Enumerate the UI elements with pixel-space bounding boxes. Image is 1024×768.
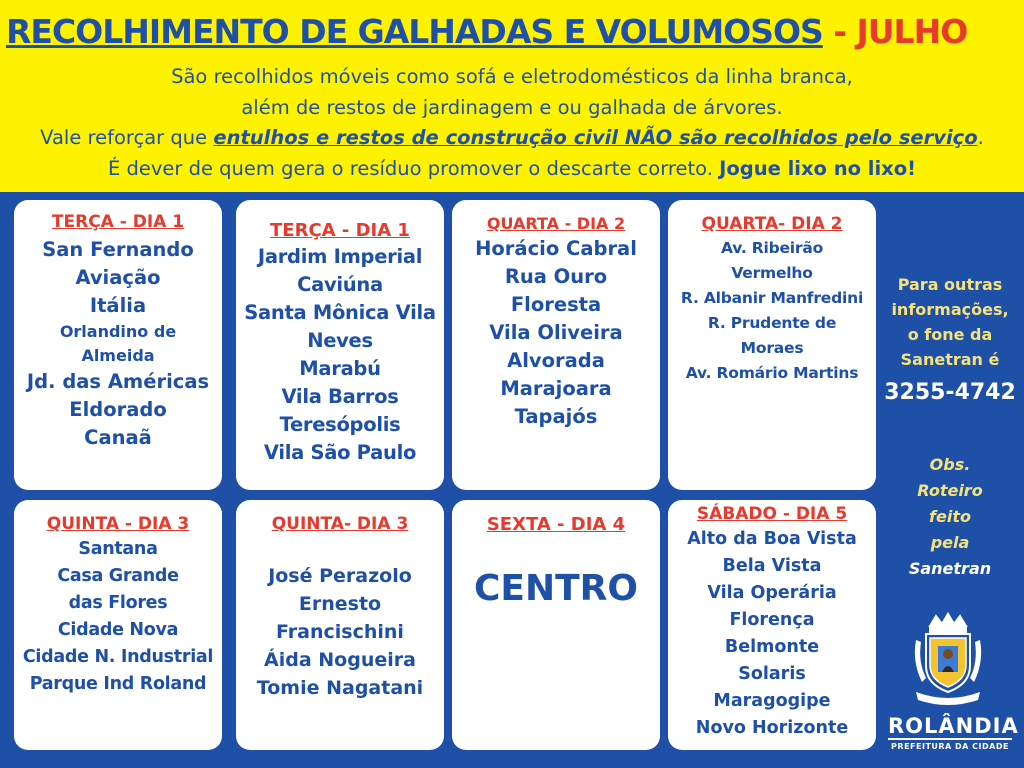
list-item: Áida Nogueira — [264, 649, 416, 671]
intro-slogan: Jogue lixo no lixo! — [719, 156, 917, 180]
header-banner — [0, 0, 1024, 192]
list-item: Caviúna — [297, 273, 383, 296]
list-item: Almeida — [81, 346, 155, 365]
title-text: RECOLHIMENTO DE GALHADAS E VOLUMOSOS — [6, 12, 823, 51]
list-item: Santa Mônica Vila — [244, 301, 436, 324]
list-item: Vila Oliveira — [489, 321, 623, 344]
intro-line-3 — [0, 123, 1024, 154]
list-item: Florença — [729, 610, 815, 630]
list-item: Marajoara — [500, 377, 612, 400]
list-item: Vermelho — [731, 264, 813, 282]
intro-line-3-start: Vale reforçar que — [40, 126, 214, 149]
schedule-card-friday — [452, 500, 660, 750]
neighborhood-list — [668, 236, 876, 386]
phone-number: 3255-4742 — [884, 380, 1016, 405]
intro-line-2: além de restos de jardinagem e ou galhada de árvores. — [241, 95, 783, 119]
list-item: Floresta — [510, 293, 602, 316]
list-item: Aviação — [75, 266, 161, 289]
schedule-card-saturday — [668, 500, 876, 750]
list-item: R. Prudente de — [707, 314, 837, 332]
list-item: Moraes — [740, 339, 804, 357]
list-item: Belmonte — [724, 637, 820, 657]
schedule-card-wednesday-1 — [452, 200, 660, 490]
list-item: Vila Operária — [707, 583, 837, 603]
schedule-card-thursday-2 — [236, 500, 444, 750]
list-item: Tapajós — [514, 405, 598, 428]
intro-line-4-start: É dever de quem gera o resíduo promover o descarte correto. — [107, 156, 720, 180]
info-line: Sanetran é — [900, 350, 1000, 369]
list-item: José Perazolo — [268, 565, 412, 587]
list-item: Jardim Imperial — [257, 245, 423, 268]
schedule-card-wednesday-2 — [668, 200, 876, 490]
info-line: Para outras — [897, 275, 1003, 294]
neighborhood-list — [452, 569, 660, 609]
list-item: das Flores — [68, 593, 168, 613]
list-item: Parque Ind Roland — [29, 674, 207, 694]
card-day-label: SEXTA - DIA 4 — [486, 514, 626, 535]
note-line: Sanetran — [908, 559, 992, 578]
card-day-label: QUARTA - DIA 2 — [486, 214, 626, 233]
card-day-label: QUINTA- DIA 3 — [271, 514, 409, 534]
list-item: Francischini — [276, 621, 404, 643]
info-line: informações, — [891, 300, 1009, 319]
intro-text — [0, 62, 1024, 184]
city-name: ROLÂNDIA — [888, 714, 1019, 738]
list-item: Maragogipe — [713, 691, 831, 711]
list-item: Itália — [89, 294, 147, 317]
neighborhood-list — [452, 235, 660, 431]
list-item: CENTRO — [473, 568, 639, 609]
intro-line-4 — [0, 154, 1024, 185]
note-line: pela — [930, 533, 970, 552]
note-line: Obs. — [929, 455, 971, 474]
list-item: Bela Vista — [722, 556, 822, 576]
list-item: Novo Horizonte — [695, 718, 849, 738]
neighborhood-list — [236, 243, 444, 467]
list-item: Av. Ribeirão — [720, 239, 824, 257]
list-item: R. Albanir Manfredini — [680, 289, 864, 307]
contact-info — [880, 272, 1020, 405]
page-title — [6, 12, 967, 51]
list-item: Tomie Nagatani — [256, 677, 424, 699]
neighborhood-list — [236, 562, 444, 702]
card-day-label: TERÇA - DIA 1 — [51, 212, 185, 232]
list-item: Horácio Cabral — [475, 237, 637, 260]
note-line: Roteiro — [917, 481, 983, 500]
schedule-card-tuesday-2 — [236, 200, 444, 490]
list-item: Solaris — [738, 664, 806, 684]
list-item: Jd. das Américas — [26, 370, 210, 393]
list-item: Cidade N. Industrial — [22, 647, 214, 667]
card-day-label: QUINTA - DIA 3 — [46, 514, 190, 534]
list-item: Casa Grande — [57, 566, 179, 586]
list-item: Marabú — [299, 357, 381, 380]
list-item: Cidade Nova — [57, 620, 179, 640]
intro-line-3-end: . — [977, 126, 984, 149]
list-item: Vila São Paulo — [263, 441, 417, 464]
list-item: Teresópolis — [279, 413, 401, 436]
intro-warning: entulhos e restos de construção civil NÃO são recolhidos pelo serviço — [213, 126, 978, 149]
route-note — [880, 452, 1020, 582]
list-item: Rua Ouro — [504, 265, 608, 288]
title-month: - JULHO — [822, 12, 968, 51]
city-brand — [888, 714, 1019, 751]
intro-line-1: São recolhidos móveis como sofá e eletrodomésticos da linha branca, — [171, 65, 853, 88]
list-item: Ernesto — [298, 593, 382, 615]
neighborhood-list — [14, 536, 222, 698]
list-item: Orlandino de — [59, 322, 177, 341]
schedule-card-tuesday-1 — [14, 200, 222, 490]
list-item: Alvorada — [507, 349, 605, 372]
list-item: Av. Romário Martins — [685, 364, 859, 382]
note-line: feito — [929, 507, 971, 526]
list-item: Santana — [78, 539, 158, 559]
neighborhood-list — [668, 526, 876, 742]
card-day-label: TERÇA - DIA 1 — [270, 220, 410, 241]
list-item: Eldorado — [69, 398, 167, 421]
neighborhood-list — [14, 236, 222, 452]
city-hall-label: PREFEITURA DA CIDADE — [888, 738, 1012, 751]
list-item: Neves — [307, 329, 373, 352]
list-item: Alto da Boa Vista — [687, 529, 857, 549]
info-line: o fone da — [907, 325, 993, 344]
schedule-card-thursday-1 — [14, 500, 222, 750]
list-item: San Fernando — [42, 238, 194, 261]
card-day-label: SÁBADO - DIA 5 — [696, 504, 848, 524]
list-item: Canaã — [84, 426, 152, 449]
card-day-label: QUARTA- DIA 2 — [701, 214, 843, 234]
city-crest-icon — [908, 612, 988, 708]
list-item: Vila Barros — [281, 385, 399, 408]
